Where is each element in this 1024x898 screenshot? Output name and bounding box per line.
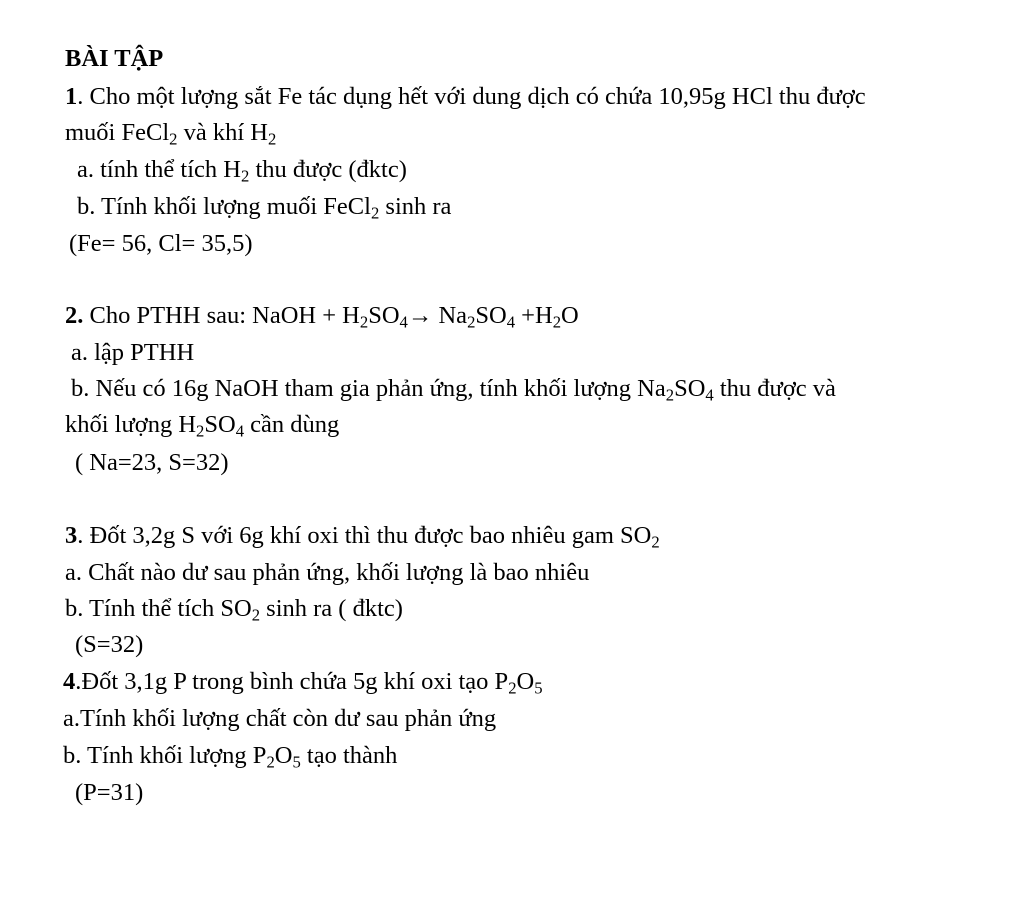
q2-number: 2. bbox=[65, 302, 84, 329]
q1-atomic-masses: (Fe= 56, Cl= 35,5) bbox=[69, 230, 253, 257]
q1-part-b: b. Tính khối lượng muối FeCl$_2$ sinh ra bbox=[77, 193, 452, 223]
q4-line-1: 4.Đốt 3,1g P trong bình chứa 5g khí oxi tạo $P_2O_5$ bbox=[63, 668, 543, 698]
q4-atomic-masses: (P=31) bbox=[75, 779, 144, 806]
document-title: BÀI TẬP bbox=[65, 45, 164, 72]
q3-atomic-masses: (S=32) bbox=[75, 631, 144, 658]
q1-part-a: a. tính thể tích $H_2$ thu được (đktc) bbox=[77, 156, 407, 186]
q3-number: 3 bbox=[65, 522, 78, 549]
q3-part-b: b. Tính thể tích $SO_2$ sinh ra ( đktc) bbox=[65, 595, 403, 625]
q2-part-a: a. lập PTHH bbox=[71, 339, 195, 366]
q1-line-2: muối FeCl$_2$ và khí $H_2$ bbox=[65, 119, 277, 149]
q3-line-1: 3. Đốt 3,2g S với 6g khí oxi thì thu được bao nhiêu gam $SO_2$ bbox=[65, 522, 660, 552]
q2-atomic-masses: ( Na=23, S=32) bbox=[75, 449, 229, 476]
q3-part-a: a. Chất nào dư sau phản ứng, khối lượng là bao nhiêu bbox=[65, 559, 590, 586]
q4-part-a: a.Tính khối lượng chất còn dư sau phản ứng bbox=[63, 705, 497, 732]
q2-part-b-cont: khối lượng $H_2SO_4$ cần dùng bbox=[65, 411, 340, 441]
q1-line-1: 1. Cho một lượng sắt Fe tác dụng hết với dung dịch có chứa 10,95g HCl thu được bbox=[65, 83, 866, 110]
q2-part-b: b. Nếu có 16g NaOH tham gia phản ứng, tính khối lượng $Na_2SO_4$ thu được và bbox=[71, 375, 836, 405]
q4-number: 4 bbox=[63, 668, 76, 695]
q1-number: 1 bbox=[65, 83, 78, 110]
q2-equation: 2. Cho PTHH sau: NaOH + $H_2SO_4\to Na_2SO_4 +H_2O$ bbox=[65, 302, 579, 332]
q4-part-b: b. Tính khối lượng $P_2O_5$ tạo thành bbox=[63, 742, 398, 772]
